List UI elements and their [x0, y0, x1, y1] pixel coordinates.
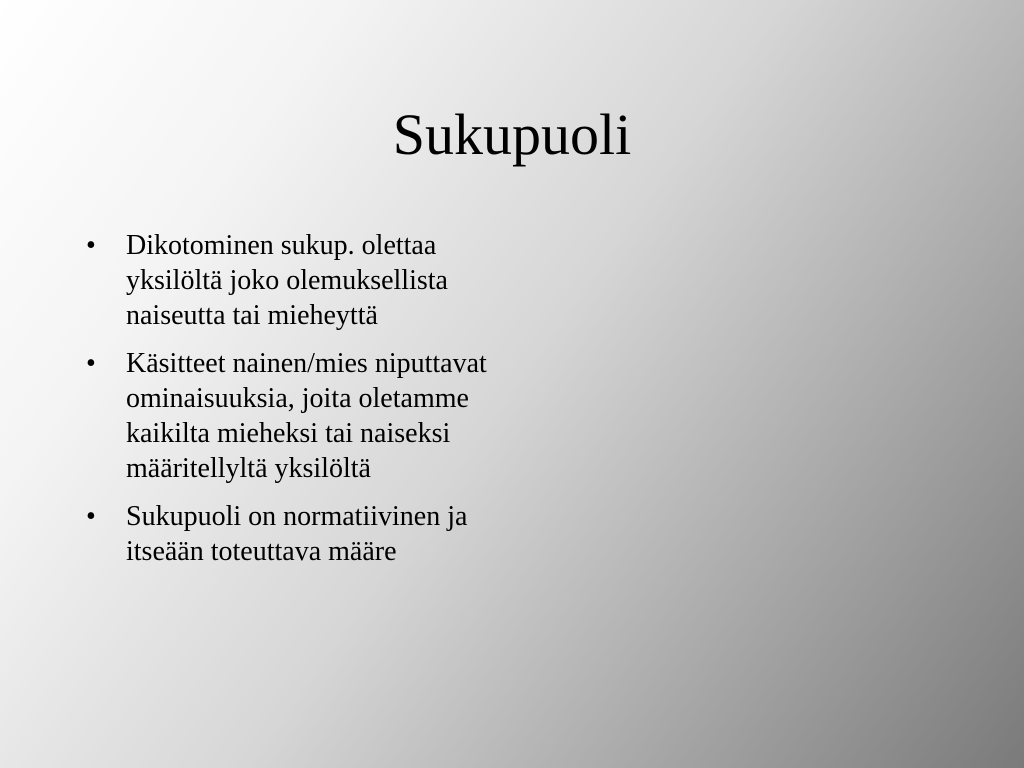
bullet-marker: •: [86, 501, 96, 532]
bullet-text: Dikotominen sukup. olettaa yksilöltä joko olemuksellista naiseutta tai mieheyttä: [126, 230, 448, 331]
slide-title: Sukupuoli: [392, 102, 632, 167]
bullet-text: Sukupuoli on normatiivinen ja itseään toteuttava määre: [126, 501, 468, 567]
bullet-item: [86, 499, 506, 569]
bullet-item: [86, 346, 506, 486]
bullet-text: Käsitteet nainen/mies niputtavat ominaisuuksia, joita oletamme kaikilta mieheksi tai naiseksi määritellyltä yksilöltä: [126, 348, 487, 484]
bullet-item: [86, 228, 506, 333]
bullet-list: [86, 228, 506, 582]
bullet-marker: •: [86, 230, 96, 261]
bullet-marker: •: [86, 348, 96, 379]
